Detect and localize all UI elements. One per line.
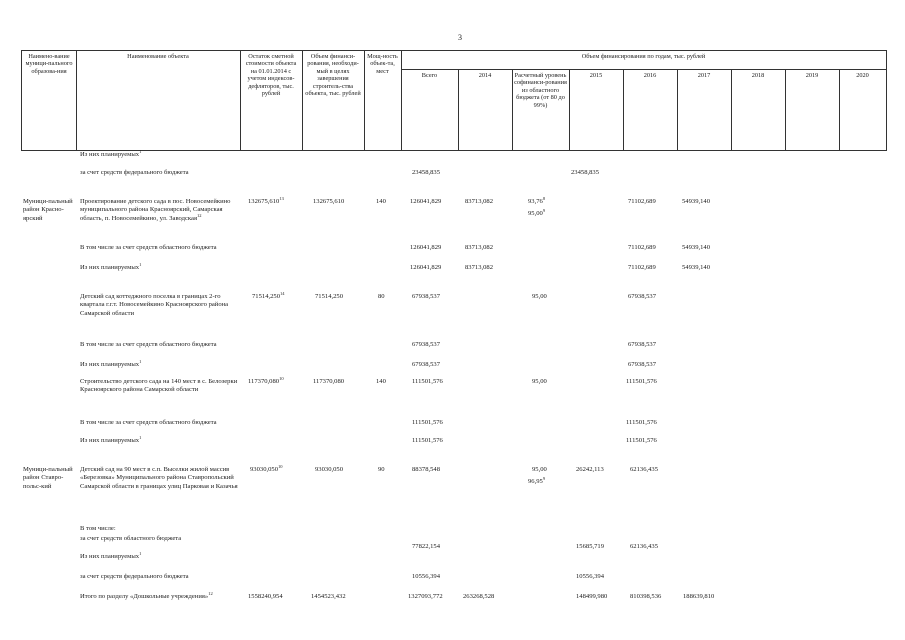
cell-total: 111501,576	[412, 437, 443, 444]
col-rule	[731, 69, 732, 151]
cell-cofinancing: 93,76$^8$	[528, 196, 546, 205]
object-name: Детский сад коттеджного поселка в границах 2-го квартала г.г.т. Новосемейкино Красноярского района Самарской области	[80, 293, 229, 317]
cell-2016: 71102,689	[628, 264, 656, 271]
cell-2017: 54939,140	[682, 198, 711, 205]
cell-total: 1327093,772	[408, 593, 443, 600]
cell-total: 67938,537	[412, 341, 441, 348]
cell-cofinancing: 96,95$^9$	[528, 476, 546, 485]
cell-2016: 71102,689	[628, 244, 656, 251]
cell-balance: 117370,080$^{10}$	[248, 376, 284, 385]
col-rule	[458, 69, 459, 151]
header-2018: 2018	[751, 72, 765, 79]
cell-2016: 62136,435	[630, 466, 659, 473]
cell-2016: 71102,689	[628, 198, 656, 205]
cell-2015: 23458,835	[571, 169, 600, 176]
cell-2016: 62136,435	[630, 543, 659, 550]
cell-2016: 67938,537	[628, 293, 657, 300]
cell-cofinancing: 95,00$^9$	[528, 208, 546, 217]
cell-volume: 93030,050	[315, 466, 344, 473]
header-2014: 2014	[478, 72, 492, 79]
cell-total: 111501,576	[412, 419, 443, 426]
cell-total: 88378,548	[412, 466, 441, 473]
header-object-name: Наименование объекта	[127, 53, 189, 60]
cell-2015: 10556,394	[576, 573, 605, 580]
cell-balance: 1558240,954	[248, 593, 283, 600]
col-rule	[623, 69, 624, 151]
header-2019: 2019	[805, 72, 819, 79]
cell-volume: 117370,080	[313, 378, 345, 385]
cell-balance: 132675,610$^{13}$	[248, 196, 284, 205]
cell-cofinancing: 95,00	[532, 466, 547, 473]
col-rule	[76, 50, 77, 151]
cell-cofinancing: 95,00	[532, 378, 547, 385]
cell-2016: 111501,576	[626, 378, 657, 385]
cell-total: 126041,829	[410, 264, 442, 271]
cell-2014: 83713,082	[465, 198, 494, 205]
header-mid-rule	[401, 69, 887, 70]
col-rule	[401, 50, 402, 151]
row-label: Из них планируемых$^1$	[80, 435, 142, 444]
cell-2016: 67938,537	[628, 341, 657, 348]
header-volume: Объем финанси-рования, необходи-мый в целях завершения строитель-ства объекта, тыс. рублей	[305, 53, 361, 98]
cell-balance: 93030,050$^{10}$	[250, 464, 283, 473]
cell-2015: 15685,719	[576, 543, 605, 550]
col-rule	[240, 50, 241, 151]
header-municipal: Наимено-вание муници-пального образова-ния	[25, 53, 73, 75]
col-rule	[839, 69, 840, 151]
cell-2014: 83713,082	[465, 244, 494, 251]
row-label: за счет средств областного бюджета	[80, 535, 182, 542]
cell-capacity: 90	[378, 466, 385, 473]
cell-capacity: 140	[376, 198, 386, 205]
col-rule	[677, 69, 678, 151]
cell-total: 111501,576	[412, 378, 443, 385]
cell-2016: 111501,576	[626, 437, 657, 444]
header-2016: 2016	[643, 72, 657, 79]
cell-cofinancing: 95,00	[532, 293, 547, 300]
cell-balance: 71514,250$^{14}$	[252, 291, 285, 300]
cell-total: 23458,835	[412, 169, 441, 176]
header-2020: 2020	[856, 72, 869, 79]
col-rule	[302, 50, 303, 151]
municipality-name: Муници-пальный район Ставро-польс-кий	[23, 466, 73, 490]
cell-total: 126041,829	[410, 198, 442, 205]
cell-2017: 54939,140	[682, 244, 711, 251]
row-label: В том числе за счет средств областного бюджета	[80, 419, 217, 426]
row-label: Из них планируемых$^1$	[80, 551, 142, 560]
header-cofinancing: Расчетный уровень софинанси-рования из областного бюджета (от 80 до 99%)	[514, 72, 567, 109]
cell-total: 67938,537	[412, 293, 441, 300]
header-2017: 2017	[697, 72, 711, 79]
object-name: Детский сад на 90 мест в с.п. Выселки жилой массив «Березовка» Муниципального района Ставропольский Самарской области в границах улиц Парковая и Казачья	[80, 466, 238, 490]
row-label: за счет средств федерального бюджета	[80, 573, 189, 580]
row-label: В том числе за счет средств областного бюджета	[80, 244, 217, 251]
col-rule	[886, 50, 887, 151]
cell-volume: 71514,250	[315, 293, 344, 300]
cell-2015: 26242,113	[576, 466, 604, 473]
object-name: Проектирование детского сада в пос. Новосемейкино муниципального района Красноярский, Самарская область, п. Новосемейкино, ул. Заводская$^{12}$	[80, 198, 231, 222]
cell-2015: 148499,980	[576, 593, 608, 600]
header-capacity: Мощ-ность объек-та, мест	[367, 53, 398, 75]
row-label: В том числе за счет средств областного бюджета	[80, 341, 217, 348]
cell-total: 10556,394	[412, 573, 441, 580]
row-label: Из них планируемых$^1$	[80, 262, 142, 271]
object-name: Строительство детского сада на 140 мест в с. Белозерки Красноярского района Самарской области	[80, 378, 238, 394]
row-label: за счет средств федерального бюджета	[80, 169, 189, 176]
municipality-name: Муници-пальный район Красно-ярский	[23, 198, 73, 222]
cell-2016: 810398,536	[630, 593, 662, 600]
cell-total: 67938,537	[412, 361, 441, 368]
cell-volume: 1454523,432	[311, 593, 346, 600]
header-total: Всего	[421, 72, 438, 79]
cell-2016: 111501,576	[626, 419, 657, 426]
col-rule	[21, 50, 22, 151]
header-2015: 2015	[589, 72, 603, 79]
col-rule	[364, 50, 365, 151]
cell-total: 126041,829	[410, 244, 442, 251]
col-rule	[512, 69, 513, 151]
cell-2016: 67938,537	[628, 361, 657, 368]
row-label: Из них планируемых$^1$	[80, 149, 142, 158]
header-balance: Остаток сметной стоимости объекта на 01.01.2014 с учетом индексов-дефляторов, тыс. рублей	[245, 53, 297, 98]
col-rule	[785, 69, 786, 151]
cell-2014: 83713,082	[465, 264, 494, 271]
col-rule	[569, 69, 570, 151]
cell-2017: 54939,140	[682, 264, 711, 271]
cell-capacity: 80	[378, 293, 385, 300]
cell-2017: 188639,810	[683, 593, 715, 600]
cell-total: 77822,154	[412, 543, 441, 550]
header-by-years: Объем финансирования по годам, тыс. рублей	[581, 53, 706, 60]
cell-volume: 132675,610	[313, 198, 345, 205]
header-top-rule	[21, 50, 887, 51]
section-total-label: Итого по разделу «Дошкольные учреждения»$^{12}$	[80, 591, 213, 600]
page-number: 3	[458, 33, 462, 42]
cell-capacity: 140	[376, 378, 386, 385]
header-bottom-rule	[21, 150, 887, 151]
row-label: В том числе:	[80, 525, 116, 532]
cell-2014: 263268,528	[463, 593, 495, 600]
row-label: Из них планируемых$^1$	[80, 359, 142, 368]
